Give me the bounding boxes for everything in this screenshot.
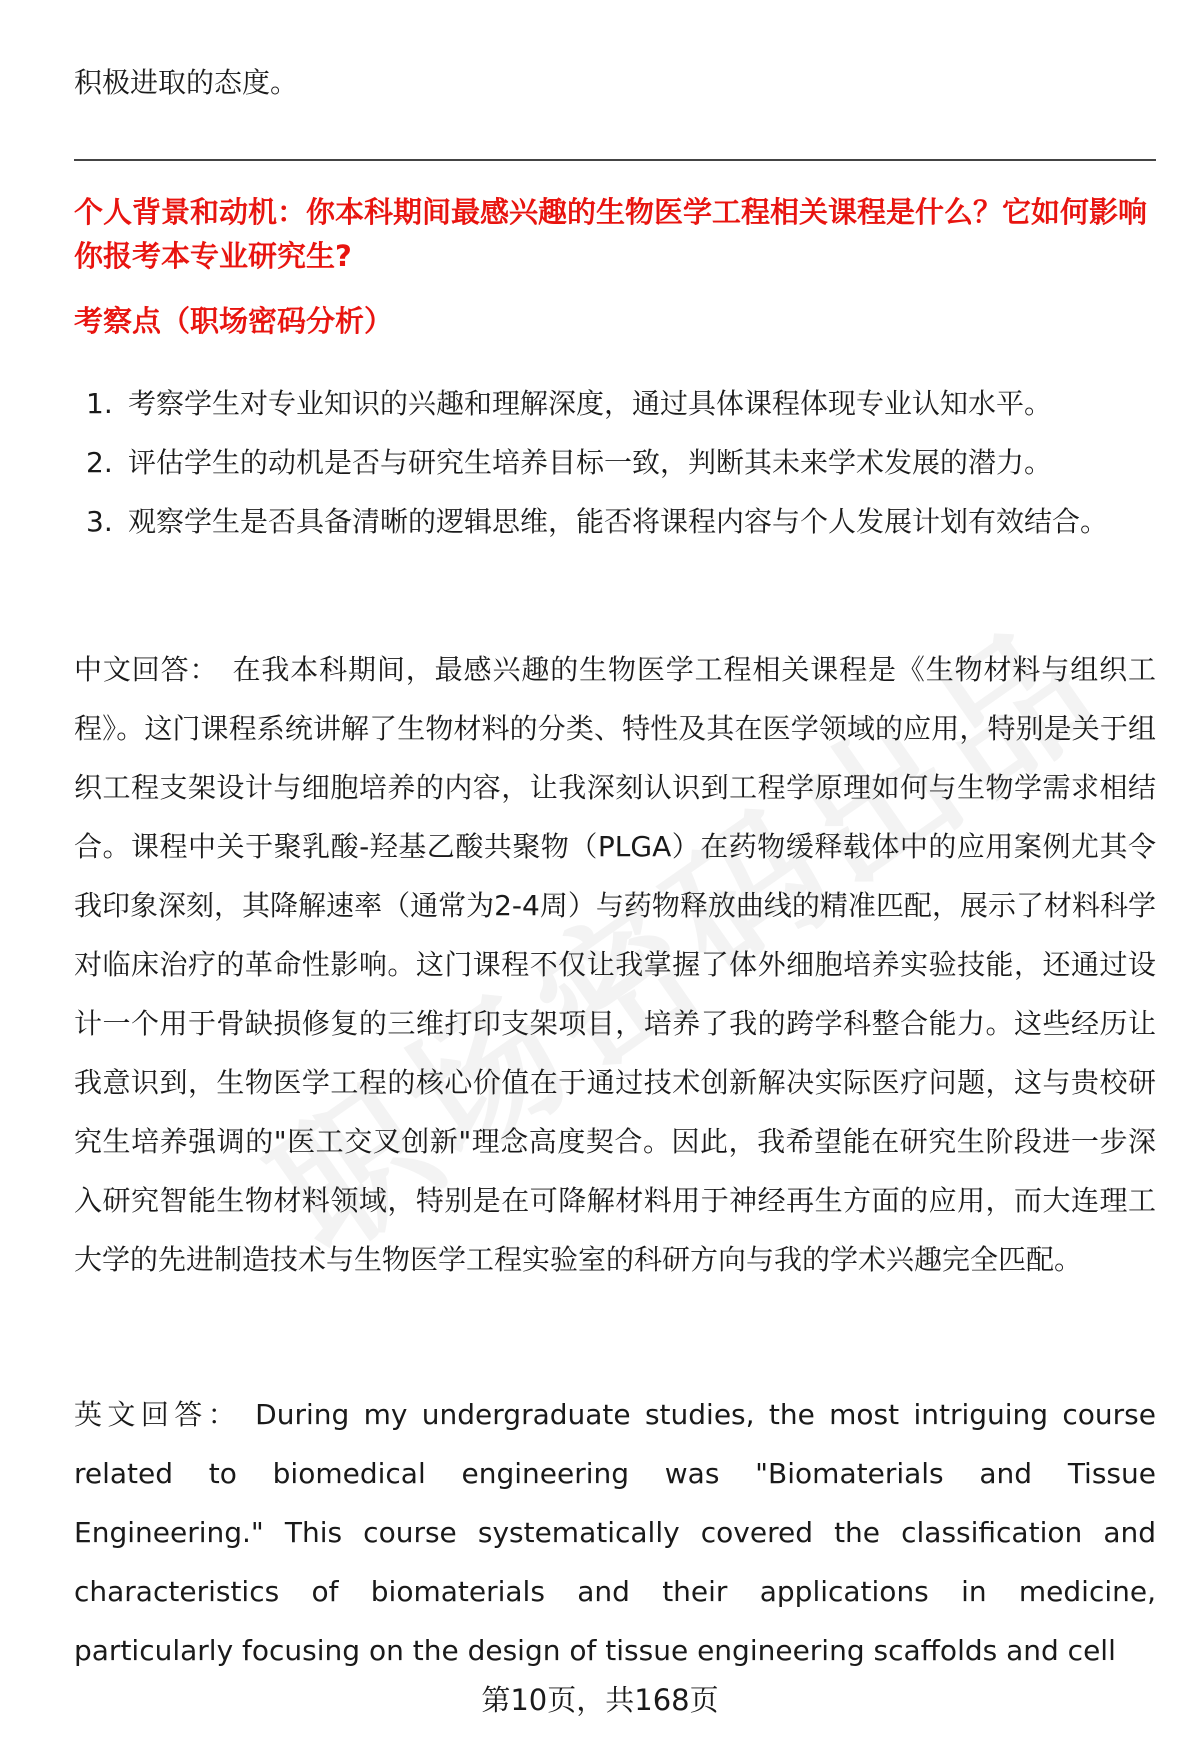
point-text: 观察学生是否具备清晰的逻辑思维，能否将课程内容与个人发展计划有效结合。: [128, 505, 1109, 538]
point-number: 1.: [86, 387, 113, 420]
analysis-point: [74, 492, 1156, 551]
page-footer: 第10页，共168页: [481, 1683, 719, 1717]
chinese-answer-label: 中文回答：: [74, 653, 219, 686]
question-heading: 个人背景和动机：你本科期间最感兴趣的生物医学工程相关课程是什么？它如何影响你报考本专业研究生?: [74, 195, 1148, 273]
section-divider: [74, 159, 1156, 161]
analysis-points-list: [74, 374, 1156, 551]
english-answer: [74, 1385, 1156, 1680]
point-text: 评估学生的动机是否与研究生培养目标一致，判断其未来学术发展的潜力。: [128, 446, 1053, 479]
chinese-answer-text: 在我本科期间，最感兴趣的生物医学工程相关课程是《生物材料与组织工程》。这门课程系统讲解了生物材料的分类、特性及其在医学领域的应用，特别是关于组织工程支架设计与细胞培养的内容，让我深刻认识到工程学原理如何与生物学需求相结合。课程中关于聚乳酸-羟基乙酸共聚物（PLGA）在药物缓释载体中的应用案例尤其令我印象深刻，其降解速率（通常为2-4周）与药物释放曲线的精准匹配，展示了材料科学对临床治疗的革命性影响。这门课程不仅让我掌握了体外细胞培养实验技能，还通过设计一个用于骨缺损修复的三维打印支架项目，培养了我的跨学科整合能力。这些经历让我意识到，生物医学工程的核心价值在于通过技术创新解决实际医疗问题，这与贵校研究生培养强调的"医工交叉创新"理念高度契合。因此，我希望能在研究生阶段进一步深入研究智能生物材料领域，特别是在可降解材料用于神经再生方面的应用，而大连理工大学的先进制造技术与生物医学工程实验室的科研方向与我的学术兴趣完全匹配。: [74, 653, 1156, 1276]
english-answer-text: During my undergraduate studies, the most intriguing course related to biomedical engineering was "Biomaterials and Tissue Engineering." This course systematically covered the classification and characteristics of biomaterials and their applications in medicine, particularly focusing on the design of tissue engineering scaffolds and cell: [74, 1398, 1156, 1667]
point-number: 3.: [86, 505, 113, 538]
analysis-point: [74, 433, 1156, 492]
point-text: 考察学生对专业知识的兴趣和理解深度，通过具体课程体现专业认知水平。: [128, 387, 1053, 420]
english-answer-label: 英文回答：: [74, 1398, 242, 1431]
analysis-point: [74, 374, 1156, 433]
point-number: 2.: [86, 446, 113, 479]
chinese-answer: [74, 640, 1156, 1289]
analysis-title: 考察点（职场密码分析）: [74, 304, 394, 338]
previous-answer-tail: 积极进取的态度。: [74, 66, 299, 99]
